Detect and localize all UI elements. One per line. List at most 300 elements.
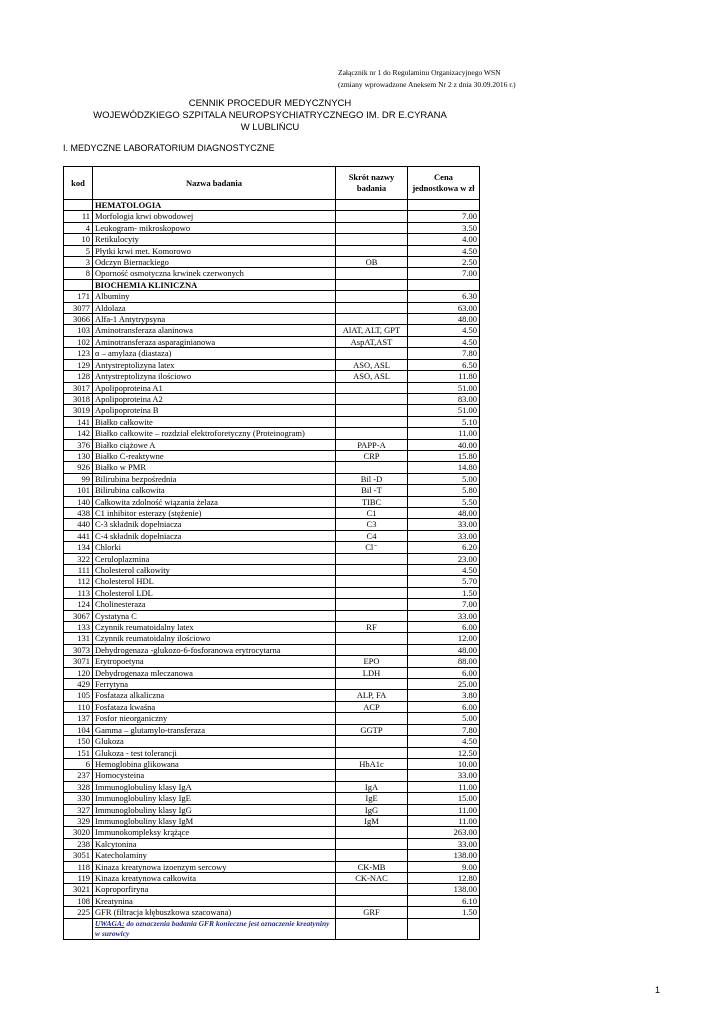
cell-name: Hemoglobina glikowana: [93, 758, 336, 769]
cell-kod: 151: [64, 747, 93, 758]
category-row: [64, 279, 480, 290]
cell-kod: 112: [64, 576, 93, 587]
cell-name: Cystatyna C: [93, 610, 336, 621]
cell-kod: 3077: [64, 302, 93, 313]
cell-name: Bilirubina bezpośrednia: [93, 473, 336, 484]
cell-kod: 225: [64, 907, 93, 918]
cell-name: Apolipoproteina B: [93, 405, 336, 416]
table-row: [64, 622, 480, 633]
cell-price: 6.30: [408, 291, 480, 302]
cell-kod: 128: [64, 371, 93, 382]
cell-kod: 102: [64, 336, 93, 347]
cell-kod: 120: [64, 667, 93, 678]
cell-abbr: Bil -T: [336, 485, 408, 496]
table-row: [64, 325, 480, 336]
cell-abbr: [336, 428, 408, 439]
cell-name: Fosfor nieorganiczny: [93, 713, 336, 724]
cell-price: [408, 279, 480, 290]
cell-name: Kinaza kreatynowa całkowita: [93, 872, 336, 883]
table-row: [64, 222, 480, 233]
title-line-3: W LUBLIŃCU: [240, 122, 300, 133]
cell-abbr: ACP: [336, 701, 408, 712]
column-header-kod: kod: [64, 167, 93, 200]
cell-name: Antystreptolizyna latex: [93, 359, 336, 370]
cell-price: 10.00: [408, 758, 480, 769]
cell-kod: 142: [64, 428, 93, 439]
category-row: [64, 200, 480, 211]
cell-abbr: CK-NAC: [336, 872, 408, 883]
cell-kod: 119: [64, 872, 93, 883]
cell-price: 40.00: [408, 439, 480, 450]
section-heading: I. MEDYCZNE LABORATORIUM DIAGNOSTYCZNE: [63, 143, 275, 153]
cell-price: 11.00: [408, 781, 480, 792]
cell-name: Odczyn Biernackiego: [93, 257, 336, 268]
cell-kod: 8: [64, 268, 93, 279]
table-row: [64, 610, 480, 621]
cell-abbr: [336, 633, 408, 644]
cell-name: C-4 składnik dopełniacza: [93, 530, 336, 541]
cell-kod: 130: [64, 450, 93, 461]
cell-price: 5.10: [408, 416, 480, 427]
cell-price: 4.00: [408, 234, 480, 245]
table-row: [64, 758, 480, 769]
cell-abbr: [336, 291, 408, 302]
cell-abbr: [336, 222, 408, 233]
cell-abbr: [336, 268, 408, 279]
cell-kod: [64, 279, 93, 290]
cell-name: Antystreptolizyna ilościowo: [93, 371, 336, 382]
cell-name: Czynnik reumatoidalny ilościowo: [93, 633, 336, 644]
cell-name: Leukogram- mikroskopowo: [93, 222, 336, 233]
cell-abbr: [336, 314, 408, 325]
table-row: [64, 234, 480, 245]
cell-name: Całkowita zdolność wiązania żelaza: [93, 496, 336, 507]
cell-abbr: CK-MB: [336, 861, 408, 872]
cell-price: 3.50: [408, 222, 480, 233]
title-line-1: CENNIK PROCEDUR MEDYCZNYCH: [188, 98, 352, 109]
cell-abbr: GGTP: [336, 724, 408, 735]
note-row: [64, 918, 480, 940]
table-row: [64, 656, 480, 667]
cell-name: C1 inhibitor esterazy (stężenie): [93, 507, 336, 518]
cell-abbr: CRP: [336, 450, 408, 461]
cell-name: Katecholaminy: [93, 850, 336, 861]
cell-empty: [64, 918, 93, 940]
table-row: [64, 599, 480, 610]
cell-kod: 238: [64, 838, 93, 849]
table-row: [64, 473, 480, 484]
cell-abbr: [336, 245, 408, 256]
cell-name: α – amylaza (diastaza): [93, 348, 336, 359]
cell-name: Dehydrogenaza -glukozo-6-fosforanowa erytrocytarna: [93, 644, 336, 655]
cell-kod: 429: [64, 679, 93, 690]
cell-abbr: [336, 713, 408, 724]
cell-abbr: [336, 348, 408, 359]
cell-name: Glukoza - test tolerancji: [93, 747, 336, 758]
cell-kod: 131: [64, 633, 93, 644]
title-line-2: WOJEWÓDZKIEGO SZPITALA NEUROPSYCHIATRYCZNEGO IM. DR E.CYRANA: [93, 110, 447, 121]
cell-price: 11.00: [408, 428, 480, 439]
cell-kod: 3017: [64, 382, 93, 393]
cell-abbr: [336, 770, 408, 781]
cell-abbr: [336, 576, 408, 587]
cell-empty: [408, 918, 480, 940]
cell-price: 1.50: [408, 907, 480, 918]
cell-kod: 440: [64, 519, 93, 530]
table-row: [64, 302, 480, 313]
cell-abbr: [336, 747, 408, 758]
cell-kod: 3071: [64, 656, 93, 667]
cell-price: 138.00: [408, 884, 480, 895]
cell-price: 5.50: [408, 496, 480, 507]
cell-abbr: [336, 827, 408, 838]
cell-kod: 103: [64, 325, 93, 336]
cell-price: 25.00: [408, 679, 480, 690]
cell-abbr: LDH: [336, 667, 408, 678]
cell-kod: 10: [64, 234, 93, 245]
cell-kod: 5: [64, 245, 93, 256]
table-row: [64, 542, 480, 553]
cell-price: 48.00: [408, 507, 480, 518]
cell-abbr: [336, 644, 408, 655]
cell-name: Gamma – glutamylo-transferaza: [93, 724, 336, 735]
cell-price: 63.00: [408, 302, 480, 313]
table-row: [64, 815, 480, 826]
cell-abbr: TIBC: [336, 496, 408, 507]
table-row: [64, 838, 480, 849]
cell-name: GFR (filtracja kłębuszkowa szacowana): [93, 907, 336, 918]
table-header-row: [64, 167, 480, 200]
note-label: UWAGA:: [95, 918, 125, 928]
table-row: [64, 644, 480, 655]
cell-kod: 104: [64, 724, 93, 735]
table-row: [64, 428, 480, 439]
table-row: [64, 382, 480, 393]
cell-price: 2.50: [408, 257, 480, 268]
document-title: [80, 98, 460, 134]
cell-price: 83.00: [408, 393, 480, 404]
table-row: [64, 633, 480, 644]
table-row: [64, 827, 480, 838]
cell-abbr: IgA: [336, 781, 408, 792]
cell-price: 6.20: [408, 542, 480, 553]
cell-kod: 330: [64, 793, 93, 804]
cell-empty: [336, 918, 408, 940]
cell-kod: 123: [64, 348, 93, 359]
table-row: [64, 895, 480, 906]
cell-price: 5.70: [408, 576, 480, 587]
cell-abbr: [336, 599, 408, 610]
cell-price: 6.10: [408, 895, 480, 906]
cell-kod: 150: [64, 736, 93, 747]
table-row: [64, 781, 480, 792]
table-row: [64, 907, 480, 918]
table-row: [64, 804, 480, 815]
cell-price: 12.00: [408, 633, 480, 644]
cell-price: 4.50: [408, 565, 480, 576]
cell-price: 51.00: [408, 405, 480, 416]
cell-abbr: [336, 462, 408, 473]
cell-price: 4.50: [408, 325, 480, 336]
cell-abbr: [336, 279, 408, 290]
table-row: [64, 736, 480, 747]
cell-name: Białko całkowite: [93, 416, 336, 427]
cell-abbr: GRF: [336, 907, 408, 918]
table-row: [64, 393, 480, 404]
cell-kod: 3067: [64, 610, 93, 621]
cell-abbr: AspAT,AST: [336, 336, 408, 347]
cell-kod: 137: [64, 713, 93, 724]
table-row: [64, 793, 480, 804]
cell-price: 33.00: [408, 519, 480, 530]
cell-price: 1.50: [408, 587, 480, 598]
cell-abbr: [336, 393, 408, 404]
cell-price: 88.00: [408, 656, 480, 667]
cell-price: 14.80: [408, 462, 480, 473]
table-row: [64, 724, 480, 735]
cell-abbr: [336, 416, 408, 427]
cell-name: Chlorki: [93, 542, 336, 553]
cell-kod: 110: [64, 701, 93, 712]
cell-price: 6.00: [408, 667, 480, 678]
cell-kod: 6: [64, 758, 93, 769]
table-row: [64, 770, 480, 781]
cell-name: Dehydrogenaza mleczanowa: [93, 667, 336, 678]
table-row: [64, 690, 480, 701]
cell-price: 5.00: [408, 713, 480, 724]
cell-abbr: C1: [336, 507, 408, 518]
cell-price: 15.80: [408, 450, 480, 461]
cell-name: Oporność osmotyczna krwinek czerwonych: [93, 268, 336, 279]
table-row: [64, 701, 480, 712]
cell-name: Morfologia krwi obwodowej: [93, 211, 336, 222]
table-row: [64, 496, 480, 507]
cell-name: Aminotransferaza asparaginianowa: [93, 336, 336, 347]
table-row: [64, 268, 480, 279]
cell-name: Immunoglobuliny klasy IgA: [93, 781, 336, 792]
cell-kod: 124: [64, 599, 93, 610]
cell-kod: 3051: [64, 850, 93, 861]
cell-price: 51.00: [408, 382, 480, 393]
table-row: [64, 439, 480, 450]
cell-price: 48.00: [408, 644, 480, 655]
column-header-abbr: Skrót nazwy badania: [336, 167, 408, 200]
table-row: [64, 519, 480, 530]
annex-note: [338, 67, 516, 91]
cell-price: 7.00: [408, 599, 480, 610]
cell-abbr: [336, 234, 408, 245]
cell-price: 6.50: [408, 359, 480, 370]
cell-name: Immunoglobuliny klasy IgE: [93, 793, 336, 804]
cell-kod: 105: [64, 690, 93, 701]
cell-kod: 3021: [64, 884, 93, 895]
cell-name: Albuminy: [93, 291, 336, 302]
cell-abbr: [336, 838, 408, 849]
cell-abbr: [336, 553, 408, 564]
cell-price: 11.80: [408, 371, 480, 382]
cell-abbr: ASO, ASL: [336, 359, 408, 370]
cell-abbr: [336, 587, 408, 598]
cell-abbr: [336, 302, 408, 313]
cell-abbr: [336, 565, 408, 576]
table-row: [64, 667, 480, 678]
cell-name: Glukoza: [93, 736, 336, 747]
cell-name: Aldolaza: [93, 302, 336, 313]
cell-kod: [64, 200, 93, 211]
cell-abbr: Bil -D: [336, 473, 408, 484]
table-row: [64, 679, 480, 690]
cell-name: Cholesterol całkowity: [93, 565, 336, 576]
cell-abbr: EPO: [336, 656, 408, 667]
cell-abbr: IgM: [336, 815, 408, 826]
cell-name: Cholinesteraza: [93, 599, 336, 610]
cell-kod: 322: [64, 553, 93, 564]
cell-kod: 108: [64, 895, 93, 906]
table-row: [64, 291, 480, 302]
table-row: [64, 485, 480, 496]
cell-name: Immunokompleksy krążące: [93, 827, 336, 838]
cell-abbr: [336, 382, 408, 393]
cell-kod: 171: [64, 291, 93, 302]
cell-kod: 3020: [64, 827, 93, 838]
cell-price: 5.80: [408, 485, 480, 496]
cell-name: Alfa-1 Antytrypsyna: [93, 314, 336, 325]
cell-name: Fosfataza alkaliczna: [93, 690, 336, 701]
cell-kod: 3073: [64, 644, 93, 655]
table-row: [64, 257, 480, 268]
cell-price: 12.80: [408, 872, 480, 883]
cell-kod: 101: [64, 485, 93, 496]
cell-name: BIOCHEMIA KLINICZNA: [93, 279, 336, 290]
table-row: [64, 872, 480, 883]
table-row: [64, 747, 480, 758]
cell-price: 5.00: [408, 473, 480, 484]
cell-abbr: IgG: [336, 804, 408, 815]
table-row: [64, 348, 480, 359]
cell-price: 23.00: [408, 553, 480, 564]
cell-price: 138.00: [408, 850, 480, 861]
cell-abbr: Cl⁻: [336, 542, 408, 553]
cell-kod: 926: [64, 462, 93, 473]
cell-price: 4.50: [408, 336, 480, 347]
cell-name: Homocysteina: [93, 770, 336, 781]
cell-name: Kreatynina: [93, 895, 336, 906]
note-text: do oznaczenia badania GFR konieczne jest oznaczenie kreatyniny w surowicy: [95, 918, 330, 938]
cell-abbr: IgE: [336, 793, 408, 804]
cell-price: 33.00: [408, 838, 480, 849]
cell-name: Kinaza kreatynowa izoenzym sercowy: [93, 861, 336, 872]
cell-price: 11.00: [408, 804, 480, 815]
cell-kod: 3: [64, 257, 93, 268]
cell-price: 7.80: [408, 724, 480, 735]
cell-price: 4.50: [408, 736, 480, 747]
cell-price: 33.00: [408, 530, 480, 541]
table-row: [64, 245, 480, 256]
cell-kod: 3019: [64, 405, 93, 416]
cell-price: 15.00: [408, 793, 480, 804]
cell-price: 33.00: [408, 770, 480, 781]
cell-abbr: RF: [336, 622, 408, 633]
cell-name: Białko ciążowe A: [93, 439, 336, 450]
cell-kod: 113: [64, 587, 93, 598]
cell-kod: 141: [64, 416, 93, 427]
cell-kod: 11: [64, 211, 93, 222]
cell-abbr: [336, 405, 408, 416]
cell-abbr: [336, 610, 408, 621]
cell-price: 263.00: [408, 827, 480, 838]
cell-name: C-3 składnik dopełniacza: [93, 519, 336, 530]
cell-abbr: HbA1c: [336, 758, 408, 769]
cell-name: Białko całkowite – rozdział elektroforetyczny (Proteinogram): [93, 428, 336, 439]
cell-name: Koproporfiryna: [93, 884, 336, 895]
cell-kod: 134: [64, 542, 93, 553]
cell-kod: 237: [64, 770, 93, 781]
cell-kod: 438: [64, 507, 93, 518]
cell-abbr: C3: [336, 519, 408, 530]
cell-price: 9.00: [408, 861, 480, 872]
table-row: [64, 450, 480, 461]
cell-kod: 328: [64, 781, 93, 792]
cell-abbr: OB: [336, 257, 408, 268]
price-table: [63, 166, 480, 940]
page-number: 1: [655, 985, 661, 995]
cell-name: Erytropoetyna: [93, 656, 336, 667]
cell-name: Białko w PMR: [93, 462, 336, 473]
cell-name: Bilirubina całkowita: [93, 485, 336, 496]
table-row: [64, 371, 480, 382]
cell-price: 7.80: [408, 348, 480, 359]
table-row: [64, 553, 480, 564]
cell-price: 3.80: [408, 690, 480, 701]
cell-name: Aminotransferaza alaninowa: [93, 325, 336, 336]
cell-kod: 140: [64, 496, 93, 507]
cell-price: 12.50: [408, 747, 480, 758]
table-row: [64, 336, 480, 347]
table-row: [64, 405, 480, 416]
cell-abbr: AlAT, ALT, GPT: [336, 325, 408, 336]
table-row: [64, 713, 480, 724]
cell-name: Kalcytonina: [93, 838, 336, 849]
cell-kod: 3018: [64, 393, 93, 404]
cell-abbr: PAPP-A: [336, 439, 408, 450]
cell-abbr: [336, 850, 408, 861]
cell-price: 6.00: [408, 622, 480, 633]
cell-price: 33.00: [408, 610, 480, 621]
cell-kod: 3066: [64, 314, 93, 325]
gfr-note: [93, 918, 336, 940]
table-row: [64, 416, 480, 427]
cell-name: Cholesterol HDL: [93, 576, 336, 587]
table-row: [64, 359, 480, 370]
table-row: [64, 530, 480, 541]
table-row: [64, 565, 480, 576]
cell-abbr: C4: [336, 530, 408, 541]
column-header-name: Nazwa badania: [93, 167, 336, 200]
table-row: [64, 462, 480, 473]
table-row: [64, 861, 480, 872]
table-row: [64, 884, 480, 895]
cell-name: Retikulocyty: [93, 234, 336, 245]
cell-kod: 99: [64, 473, 93, 484]
annex-line-1: Załącznik nr 1 do Regulaminu Organizacyjnego WSN: [338, 68, 501, 77]
cell-abbr: [336, 736, 408, 747]
cell-name: Apolipoproteina A2: [93, 393, 336, 404]
cell-price: 11.00: [408, 815, 480, 826]
cell-kod: 111: [64, 565, 93, 576]
cell-abbr: ASO, ASL: [336, 371, 408, 382]
cell-abbr: [336, 679, 408, 690]
column-header-price: Cena jednostkowa w zł: [408, 167, 480, 200]
